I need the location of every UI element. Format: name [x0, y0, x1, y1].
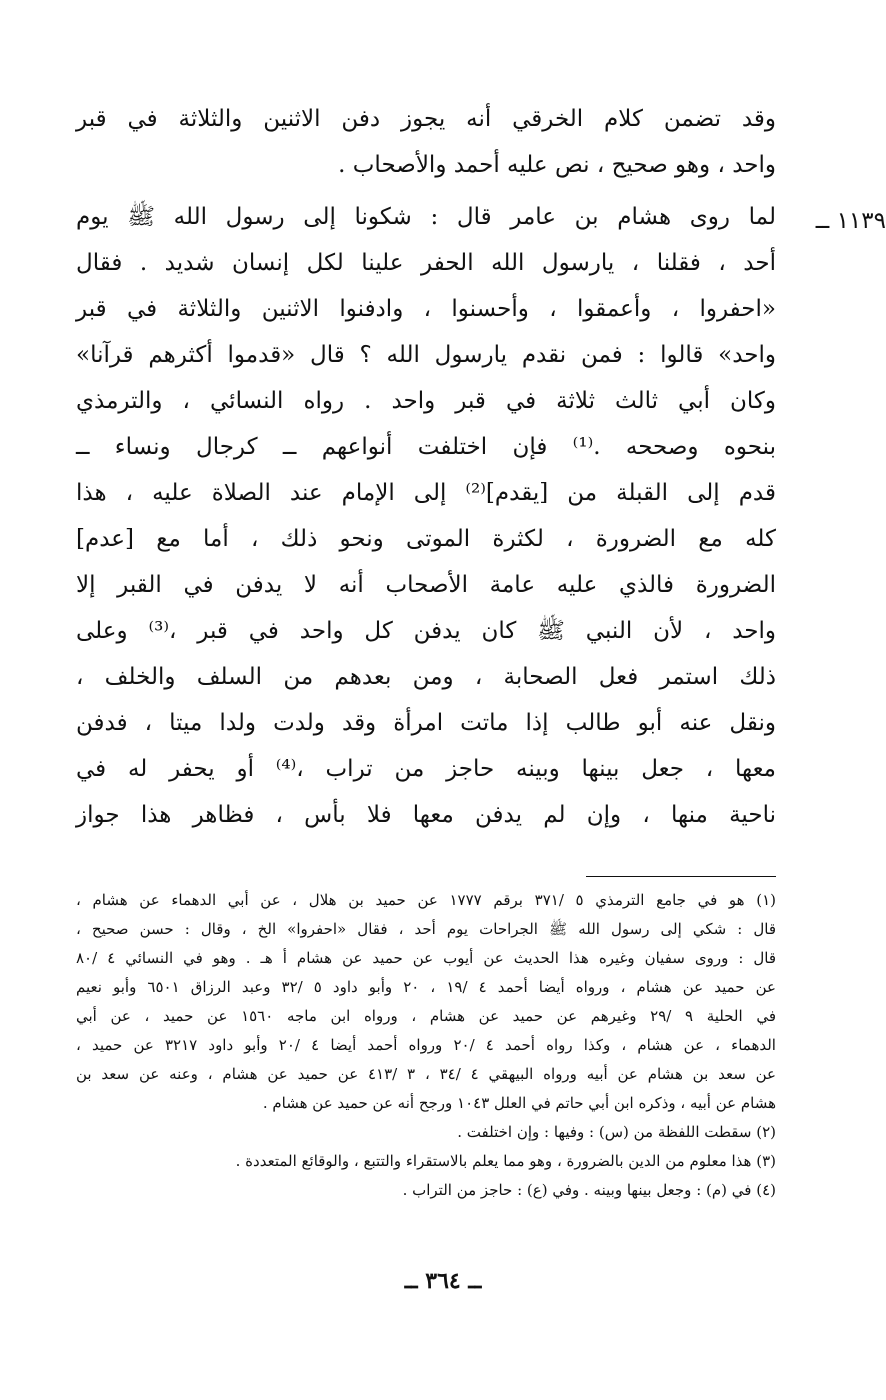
hadith-number: ١١٣٩ ــ — [815, 208, 886, 234]
text-line: ونقل عنه أبو طالب إذا ماتت امرأة وقد ولدت ولدا ميتا ، فدفن — [76, 710, 776, 736]
text-line: وقد تضمن كلام الخرقي أنه يجوز دفن الاثنين والثلاثة في قبر — [76, 106, 776, 132]
text-line: ذلك استمر فعل الصحابة ، ومن بعدهم من السلف والخلف ، — [76, 664, 776, 690]
footnote-line: (٣) هذا معلوم من الدين بالضرورة ، وهو مما يعلم بالاستقراء والتتبع ، والوقائع المتعددة . — [235, 1152, 776, 1170]
main-text — [76, 96, 776, 838]
text-line: ناحية منها ، وإن لم يدفن معها فلا بأس ، فظاهر هذا جواز — [76, 802, 776, 828]
footnote-line: (١) هو في جامع الترمذي ٥ /٣٧١ برقم ١٧٧٧ عن حميد بن هلال ، عن أبي الدهماء عن هشام ، — [76, 891, 777, 909]
text-line: «احفروا ، وأعمقوا ، وأحسنوا ، وادفنوا الاثنين والثلاثة في قبر — [76, 296, 776, 322]
text-line: قدم إلى القبلة من [يقدم]⁽²⁾ إلى الإمام عند الصلاة عليه ، هذا — [76, 480, 777, 506]
footnote-line: الدهماء ، عن هشام ، وكذا رواه أحمد ٤ /٢٠ ورواه أحمد أيضا ٤ /٢٠ وأبو داود ٣٢١٧ عن حميد ، — [76, 1036, 776, 1054]
text-line: الضرورة فالذي عليه عامة الأصحاب أنه لا يدفن في القبر إلا — [76, 572, 776, 598]
footnote-line: (٤) في (م) : وجعل بينها وبينه . وفي (ع) : حاجز من التراب . — [402, 1181, 776, 1199]
footnote-line: عن حميد عن هشام ، ورواه أيضا أحمد ٤ /١٩ ، ٢٠ وأبو داود ٥ /٣٢ وعبد الرزاق ٦٥٠١ وأبو نعيم — [76, 978, 776, 996]
text-line: معها ، جعل بينها وبينه حاجز من تراب ،⁽⁴⁾ أو يحفر له في — [76, 756, 777, 782]
text-line: كله مع الضرورة ، لكثرة الموتى ونحو ذلك ، أما مع [عدم] — [76, 526, 776, 552]
footnote-line: قال : شكي إلى رسول الله ﷺ الجراحات يوم أحد ، فقال «احفروا» الخ ، وقال : حسن صحيح ، — [76, 920, 776, 938]
text-line: واحد ، وهو صحيح ، نص عليه أحمد والأصحاب . — [338, 152, 776, 178]
text-line: أحد ، فقلنا ، يارسول الله الحفر علينا لكل إنسان شديد . فقال — [76, 250, 776, 276]
text-line: بنحوه وصححه .⁽¹⁾ فإن اختلفت أنواعهم ــ كرجال ونساء ــ — [76, 434, 776, 460]
footnote-line: عن سعد بن هشام عن أبيه ورواه البيهقي ٤ /٣٤ ، ٣ /٤١٣ عن حميد عن هشام ، وعنه عن سعد بن — [76, 1065, 776, 1083]
footnotes — [76, 886, 776, 1205]
footnote-separator — [586, 876, 776, 877]
text-line: لما روى هشام بن عامر قال : شكونا إلى رسول الله ﷺ يوم — [76, 204, 776, 230]
text-line: واحد» قالوا : فمن نقدم يارسول الله ؟ قال «قدموا أكثرهم قرآنا» — [76, 342, 776, 368]
footnote-line: في الحلية ٩ /٢٩ وغيرهم عن حميد عن هشام ، ورواه ابن ماجه ١٥٦٠ عن حميد ، عن أبي — [76, 1007, 777, 1025]
page-number: ــ ٣٦٤ ــ — [404, 1268, 482, 1294]
text-line: واحد ، لأن النبي ﷺ كان يدفن كل واحد في قبر ،⁽³⁾ وعلى — [76, 618, 777, 644]
footnote-line: قال : وروى سفيان وغيره هذا الحديث عن أيوب عن حميد عن هشام أ هـ . وهو في النسائي ٤ /٨٠ — [76, 949, 776, 967]
footnote-line: هشام عن أبيه ، وذكره ابن أبي حاتم في العلل ١٠٤٣ ورجح أنه عن حميد عن هشام . — [262, 1094, 776, 1112]
footnote-line: (٢) سقطت اللفظة من (س) : وفيها : وإن اختلفت . — [457, 1123, 776, 1141]
text-line: وكان أبي ثالث ثلاثة في قبر واحد . رواه النسائي ، والترمذي — [76, 388, 776, 414]
